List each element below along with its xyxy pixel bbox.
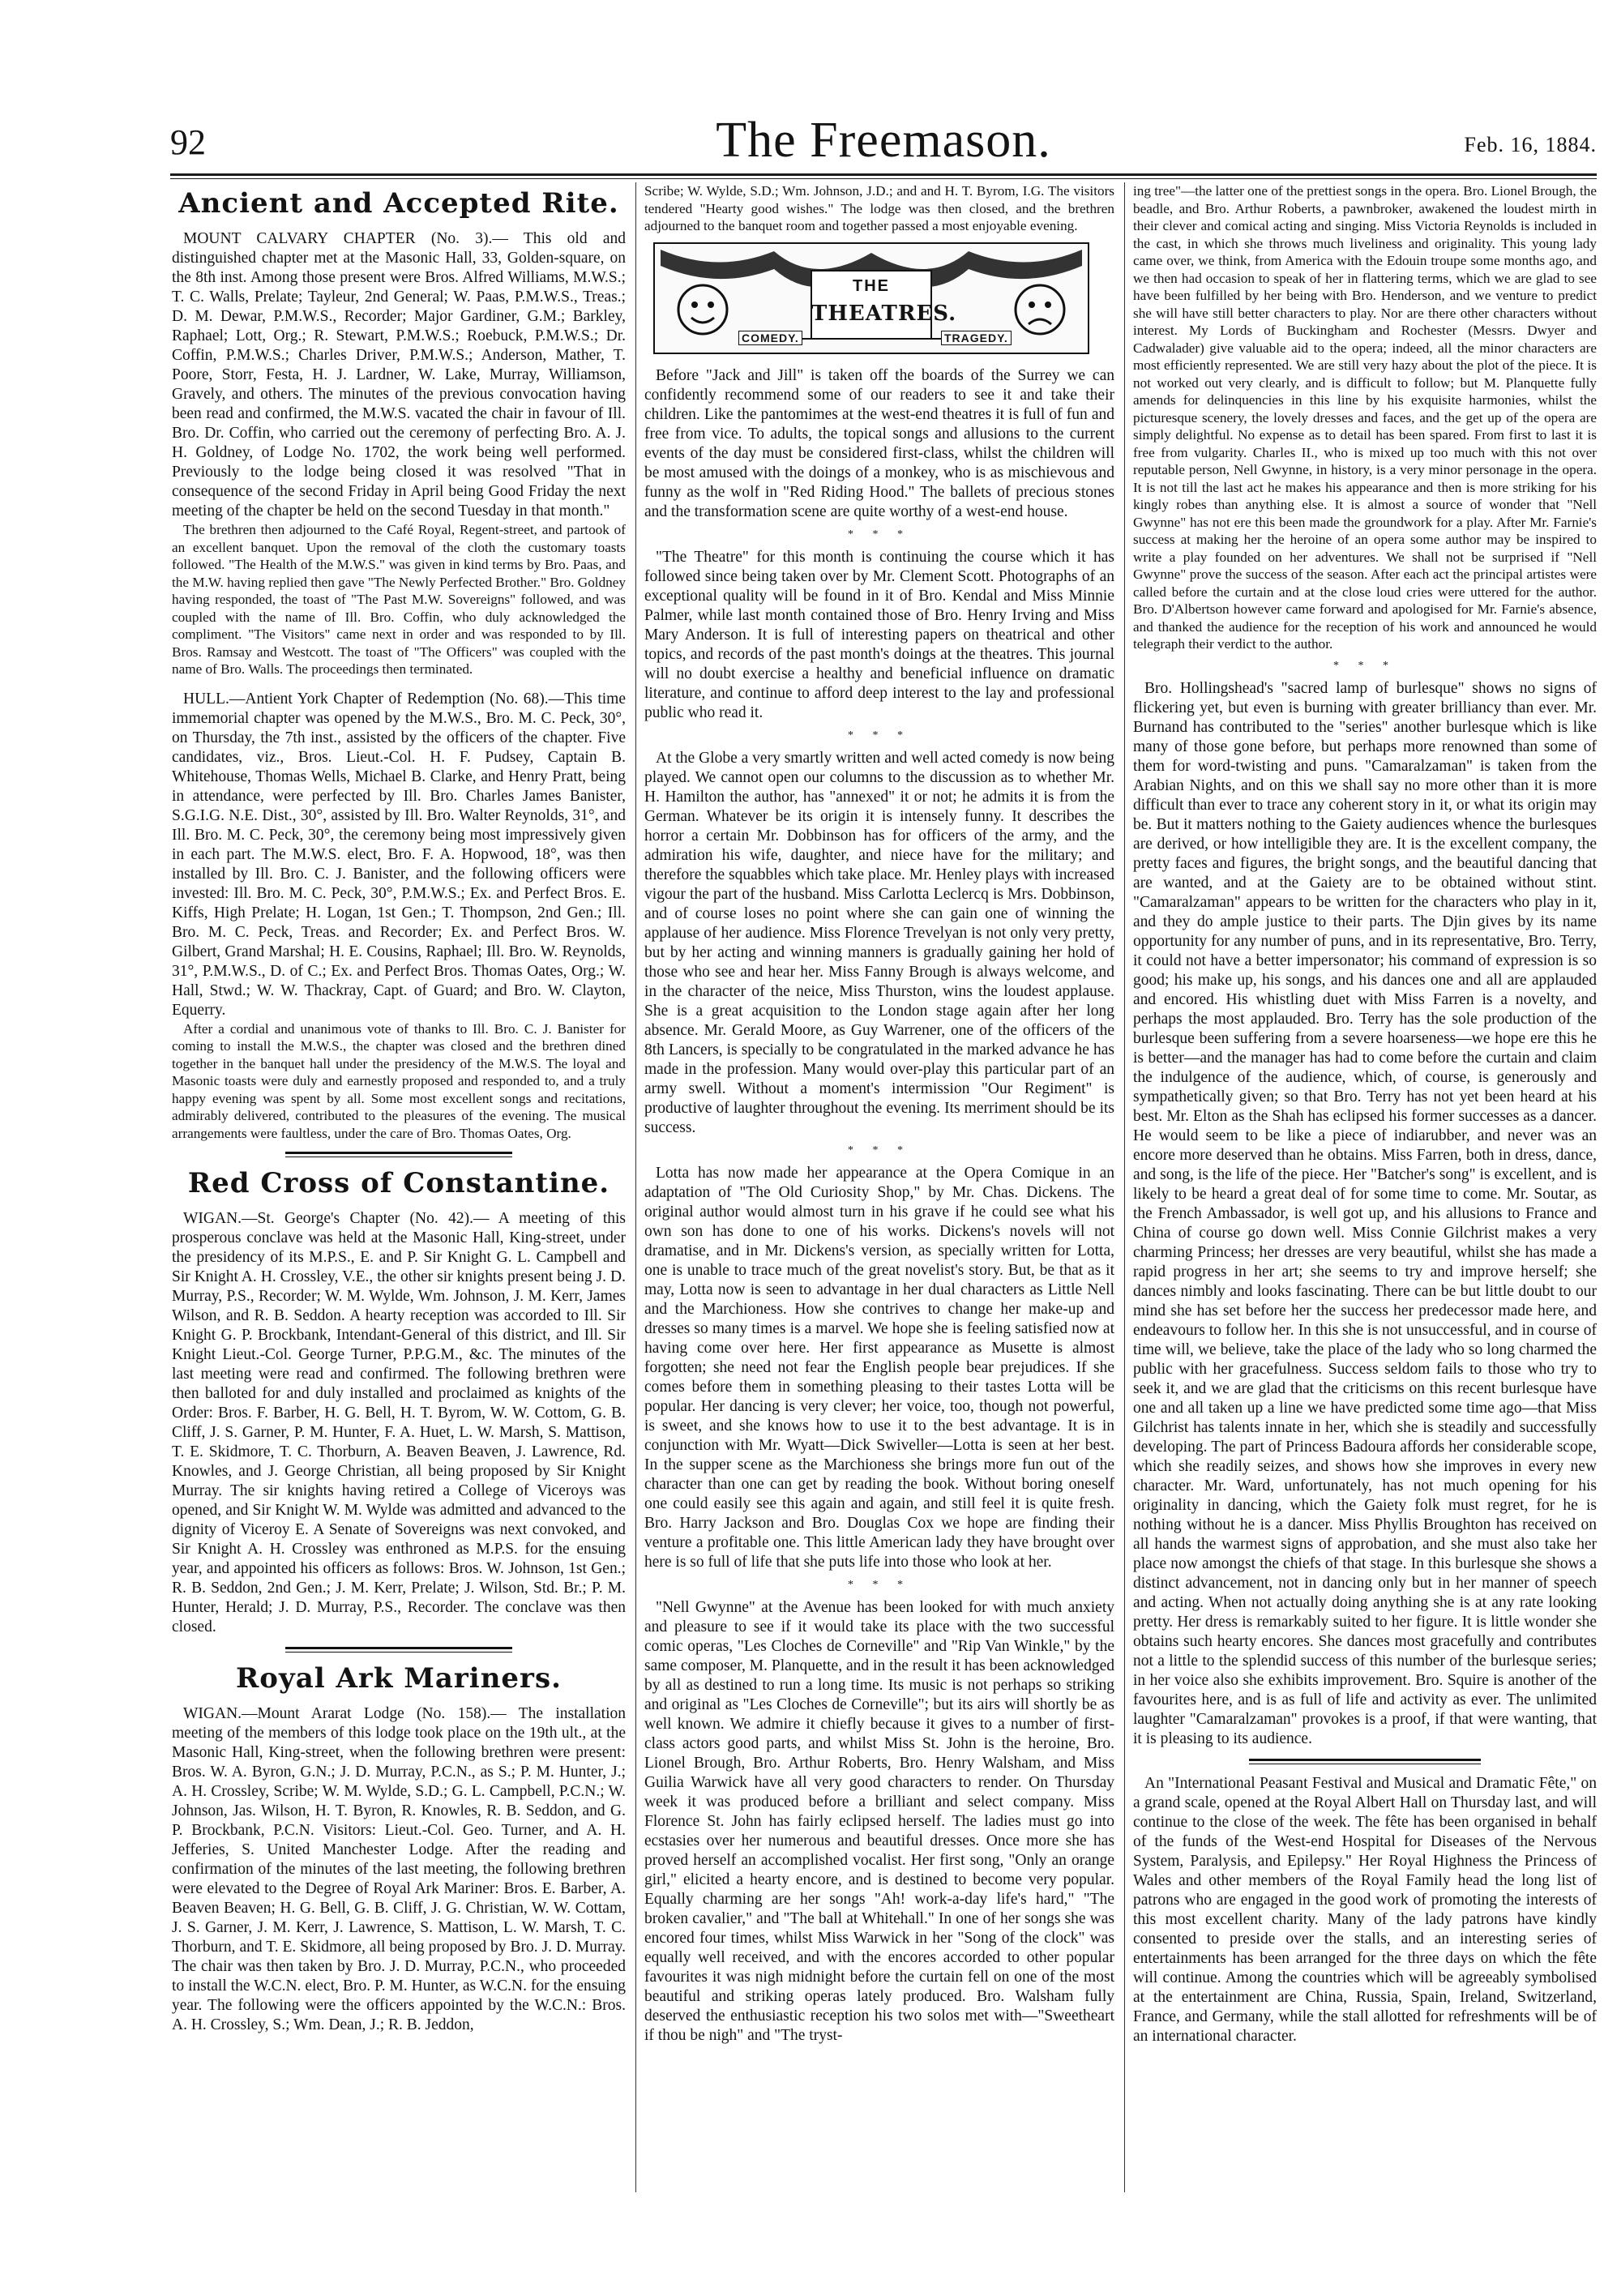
theatres-banner — [652, 242, 1106, 355]
section-rule — [285, 1647, 512, 1653]
article-continuation: Scribe; W. Wylde, S.D.; Wm. Johnson, J.D.; and and H. T. Byrom, I.G. The visitors tendered "Hearty good wishes." The lodge was then closed, and the brethren adjourned to the banquet room and together passed a most enjoyable evening. — [644, 183, 1114, 233]
article-mount-calvary-banquet: The brethren then adjourned to the Café Royal, Regent-street, and partook of an excellent banquet. Upon the removal of the cloth the customary toasts followed. "The Health of the M.W.S." was given in kind terms by Bro. Paas, and the M.W. having replied then gave "The Newly Perfected Brother." Bro. Goldney having responded, the toast of "The Past M.W. Sovereigns" followed, and was coupled with the name of Ill. Bro. Coffin, who duly acknowledged the compliment. "The Visitors" came next in order and was responded to by Ill. Bros. Ramsay and Westcott. The toast of "The Officers" was coupled with the name of Bro. Walls. The proceedings then terminated. — [172, 522, 626, 677]
article-gaiety-burlesque: Bro. Hollingshead's "sacred lamp of burlesque" shows no signs of flickering yet, but even is burning with greater brilliancy than ever. Mr. Burnand has contributed to the "series" another burlesque which is like many of those gone before, but perhaps more renowned than some of them for word-twisting and puns. "Camaralzaman" is taken from the Arabian Nights, and on this we shall say no more other than it is more difficult than ever to trace any coherent story in it, or what its origin may be. But it matters nothing to the Gaiety audiences whence the burlesques are derived, or how intelligible they are. It is the excellent company, the pretty faces and figures, the bright songs, and the beautiful dancing that are wanted, and at the Gaiety are to be obtained without stint. "Camaralzaman" appears to be written for the characters who play in it, and they do ample justice to their parts. The Djin gives by its name opportunity for any number of puns, and in its representative, Bro. Terry, it could not have a better impersonator; his command of expression is so good; his make up, his songs, and his dances one and all are applauded and encored. His whistling duet with Miss Farren is a novelty, and perhaps the most applauded. Bro. Terry has the sole production of the burlesque been suffering from a severe hoarseness—we hope ere this he is better—and the manager has had to come before the curtain and claim the indulgence of the audience, which, of course, is generously and sympathetically given; so that Bro. Terry has not yet been heard at his best. Mr. Elton as the Shah has eclipsed his former successes as a dancer. He would seem to be like a piece of indiarubber, and never was an encore more deserved than he obtains. Miss Farren, both in dress, dance, and song, is the life of the piece. Her "Batcher's song" is excellent, and is likely to be heard a great deal of for some time to come. Mr. Soutar, as the French Ambassador, is well got up, and his allusions to France and China of course go down well. Miss Connie Gilchrist makes a very charming Princess; her dresses are very beautiful, whilst she has made a rapid progress in her art; she seems to try and improve herself; she dances nimbly and looks fascinating. There can be but little doubt to our mind she has set before her the success her predecessor made here, and endeavours to follow her. In this she is not unsuccessful, and in course of time will, we believe, take the place of the lady who so long charmed the public with her gracefulness. Success seldom fails to those who try to seek it, and we are glad that the criticisms on this recent burlesque have one and all taken up a line we have predicted some time ago—that Miss Gilchrist has talents innate in her, which she is steadily and successfully developing. The part of Princess Badoura affords her considerable scope, which she readily seizes, and shows how she improves in every new character. Mr. Ward, unfortunately, has not much opening for his originality in dancing, which the Gaiety folk must regret, for he is nothing without he is a dancer. Miss Phyllis Broughton has received on all hands the warmest signs of approbation, and she must also take her place now amongst the chiefs of that stage. In this burlesque she shows a distinct advancement, not in dancing only but in her manner of speech and acting. When not actually doing anything she is at any rate looking pretty. Her dress is remarkably suited to her figure. It is little wonder she obtains such hearty encores. She dances most gracefully and contributes not a little to the splendid success of this number of the burlesque series; in her voice also she exhibits improvement. Bro. Squire is another of the favourites here, and is as full of life and activity as ever. The unlimited laughter "Camaralzaman" provokes is a proof, if that were wanting, that it is pleasing to its audience. — [1133, 679, 1597, 1747]
section-stars: * * * — [848, 1578, 911, 1591]
banner-comedy: COMEDY. — [738, 331, 802, 345]
section-stars: * * * — [848, 528, 911, 541]
article-mount-calvary: MOUNT CALVARY CHAPTER (No. 3).— This old and distinguished chapter met at the Masonic Hall, 33, Golden-square, on the 8th inst. Among those present were Bros. Alfred Williams, M.W.S.; T. C. Walls, Prelate; Tayleur, 2nd General; W. Paas, P.M.W.S., Treas.; D. M. Dewar, P.M.W.S., Recorder; Major Gardiner, G.M.; Barkley, Raphael; Lott, Org.; R. Stewart, P.M.W.S.; Roebuck, P.M.W.S.; Dr. Coffin, P.M.W.S.; Charles Driver, P.M.W.S.; Anderson, Mather, T. Poore, Storr, Festa, H. J. Lardner, W. Lake, Murray, Williamson, Gravely, and others. The minutes of the previous convocation having been read and confirmed, the M.W.S. vacated the chair in favour of Ill. Bro. Dr. Coffin, who carried out the ceremony of perfecting Bro. A. J. H. Goldney, of Lodge No. 1702, the work being well performed. Previously to the lodge being closed it was resolved "That in consequence of the second Friday in April being Good Friday the next meeting of the chapter be held on the second Tuesday in that month." — [172, 230, 626, 519]
section-title-royal-ark: Royal Ark Mariners. — [236, 1662, 562, 1695]
article-peasant-festival: An "International Peasant Festival and Musical and Dramatic Fête," on a grand scale, opened at the Royal Albert Hall on Thursday last, and will continue to the close of the week. The fête has been organised in behalf of the funds of the West-end Hospital for Diseases of the Nervous System, Paralysis, and Epilepsy." Her Royal Highness the Princess of Wales and other members of the Royal Family head the long list of patrons who are engaged in the good work of promoting the interests of this most excellent charity. Many of the lady patrons have kindly consented to preside over the stalls, and an interesting series of entertainments has been arranged for the three days on which the fête will continue. Among the countries which will be agreeably symbolised at the entertainment are China, Russia, Spain, Ireland, Switzerland, France, and Germany, while the stall allotted for refreshments will be of an international character. — [1133, 1774, 1597, 2045]
article-nell-gwynne: "Nell Gwynne" at the Avenue has been looked for with much anxiety and pleasure to see if it would take its place with the two successful comic operas, "Les Cloches de Corneville" and "Rip Van Winkle," by the same composer, M. Planquette, and in the result it has been acknowledged by all as destined to run a long time. Its music is not perhaps so striking and original as "Les Cloches de Corneville"; but its airs will shortly be as well known. We admire it chiefly because it gives to a number of first-class actors good parts, and whilst Miss St. John is the heroine, Bro. Lionel Brough, Bro. Arthur Roberts, Bro. Henry Walsham, and Miss Guilia Warwick have all very good characters to render. On Thursday week it was produced before a brilliant and select company. Miss Florence St. John has fairly eclipsed herself. The ladies must go into ecstasies over her numerous and beautiful dresses. Once more she has proved herself an accomplished vocalist. Her first song, "Only an orange girl," elicited a hearty encore, and is destined to become very popular. Equally charming are her songs "Ah! work-a-day life's hard," "The broken cavalier," and "The ball at Whitehall." In one of her songs she was encored four times, whilst Miss Warwick in her "Song of the clock" was equally well received, and with the encores accorded to other popular favourites it was nigh midnight before the curtain fell on one of the most beautiful and striking operas lately produced. Bro. Walsham fully deserved the enthusiastic reception his two solos met with—"Sweetheart if thou be nigh" and "The tryst- — [644, 1598, 1114, 2044]
banner-theatres: THEATRES. — [811, 301, 957, 326]
column-divider — [635, 182, 636, 2192]
theatres-banner-art — [652, 242, 1090, 355]
column-2 — [644, 182, 1114, 2200]
column-3 — [1133, 182, 1597, 2200]
banner-tragedy: TRAGEDY. — [941, 331, 1012, 345]
section-stars: * * * — [848, 1144, 911, 1157]
article-hull-banquet: After a cordial and unanimous vote of thanks to Ill. Bro. C. J. Banister for coming to install the M.W.S., the chapter was closed and the brethren dined together in the banquet hall under the presidency of the M.W.S. The loyal and Masonic toasts were duly and earnestly proposed and responded to, and a truly happy evening was spent by all. Some most excellent songs and recitations, admirably delivered, contributed to the pleasures of the evening. The musical arrangements were faultless, under the care of Bro. Thomas Oates, Org. — [172, 1020, 626, 1141]
masthead — [170, 112, 1597, 173]
article-wigan-st-georges: WIGAN.—St. George's Chapter (No. 42).— A meeting of this prosperous conclave was held at the Masonic Hall, King-street, under the presidency of its M.P.S., E. and P. Sir Knight G. L. Campbell and Sir Knight A. H. Crossley, V.E., the other sir knights present being J. D. Murray, P.S., Recorder; W. M. Wylde, Wm. Johnson, J. M. Kerr, James Wilson, and R. B. Seddon. A hearty reception was accorded to Ill. Sir Knight G. P. Brockbank, Intendant-General of this district, and Ill. Sir Knight Lieut.-Col. George Turner, P.P.G.M., &c. The minutes of the last meeting were read and confirmed. The following brethren were then balloted for and duly installed and proclaimed as knights of the Order: Bros. F. Barber, H. G. Bell, H. T. Byrom, W. W. Cottom, G. B. Cliff, J. S. Garner, P. M. Hunter, F. A. Huet, L. W. Marsh, S. Mattison, T. E. Skidmore, T. C. Thorburn, A. Beaven Beaven, J. Lawrence, Rd. Knowles, and J. George Christian, all being proposed by Sir Knight Murray. The sir knights having retired a College of Viceroys was opened, and Sir Knight W. M. Wylde was admitted and advanced to the dignity of Viceroy E. A Senate of Sovereigns was next convoked, and Sir Knight A. H. Crossley was enthroned as M.P.S. for the ensuing year, and appointed his officers as follows: Bros. W. Johnson, 1st Gen.; R. B. Seddon, 2nd Gen.; J. M. Kerr, Prelate; J. Wilson, Std. Br.; P. M. Hunter, Herald; J. D. Murray, P.S., Recorder. The conclave was then closed. — [172, 1210, 626, 1635]
section-stars: * * * — [848, 729, 911, 742]
article-globe: At the Globe a very smartly written and well acted comedy is now being played. We cannot open our columns to the discussion as to whether Mr. H. Hamilton the author, has "annexed" it or not; he admits it is from the German. Whatever be its origin it is intensely funny. It describes the horror a certain Mr. Dobbinson has for officers of the army, and the admiration his wife, daughter, and niece have for the military; and therefore the squabbles which take place. Mr. Henley plays with increased vigour the part of the husband. Miss Carlotta Leclercq is Mrs. Dobbinson, and of course loses no point where she can gain one of winning the applause of her audience. Miss Florence Trevelyan is not only very pretty, but by her acting and winning manners is gradually gaining her hold of those who see and hear her. Miss Fanny Brough is always welcome, and in the character of the neice, Miss Thurston, wins the loudest applause. She is a great acquisition to the London stage again after her long absence. Mr. Gerald Moore, as Guy Warrener, one of the officers of the 8th Lancers, is specially to be congratulated in the marked advance he has made in the profession. Many would over-play this particular part of an army swell. Without a moment's intermission "Our Regiment" is productive of laughter throughout the evening. Its merriment should be its success. — [644, 749, 1114, 1136]
page-number: 92 — [170, 122, 206, 162]
section-stars: * * * — [1333, 659, 1397, 672]
section-title-ancient-rite: Ancient and Accepted Rite. — [178, 187, 619, 220]
issue-date: Feb. 16, 1884. — [1464, 133, 1597, 156]
article-wigan-mount-ararat: WIGAN.—Mount Ararat Lodge (No. 158).— The installation meeting of the members of this lodge took place on the 19th ult., at the Masonic Hall, King-street, when the following brethren were present: Bros. W. A. Byron, G.N.; J. D. Murray, P.C.N., as S.; P. M. Hunter, J.; A. H. Crossley, Scribe; W. M. Wylde, S.D.; G. L. Campbell, P.C.N.; W. Johnson, Jas. Wilson, H. T. Byron, R. Knowles, R. B. Seddon, and G. P. Brockbank, P.C.N. Visitors: Lieut.-Col. Geo. Turner, and A. H. Jefferies, S. United Manchester Lodge. After the reading and confirmation of the minutes of the last meeting, the following brethren were elevated to the Degree of Royal Ark Mariner: Bros. E. Barber, A. Beaven Beaven; H. G. Bell, G. B. Cliff, J. G. Christian, W. W. Cottam, J. S. Garner, J. M. Kerr, J. Lawrence, S. Mattison, L. W. Marsh, T. C. Thorburn, and T. E. Skidmore, all being proposed by Bro. J. D. Murray. The chair was then taken by Bro. J. D. Murray, P.C.N., who proceeded to install the W.C.N. elect, Bro. P. M. Hunter, as W.C.N. for the ensuing year. The following were the officers appointed by the W.C.N.: Bros. A. H. Crossley, S.; Wm. Dean, J.; R. B. Jeddon, — [172, 1705, 626, 2033]
column-divider — [1124, 182, 1125, 2192]
article-jack-and-jill: Before "Jack and Jill" is taken off the boards of the Surrey we can confidently recommend some of our readers to see it and take their children. Like the pantomimes at the west-end theatres it is full of fun and free from vice. To adults, the topical songs and allusions to the current events of the day must be considered first-class, whilst the children will be most amused with the doings of a monkey, who is as mischievous and funny as the wolf in "Red Riding Hood." The ballets of precious stones and the transformation scene are quite worthy of a west-end house. — [644, 366, 1114, 520]
section-rule — [1249, 1759, 1481, 1764]
article-lotta: Lotta has now made her appearance at the Opera Comique in an adaptation of "The Old Curiosity Shop," by Mr. Chas. Dickens. The original author would almost turn in his grave if he could see what his own son has done to one of his works. Dickens's novels will not dramatise, and in Mr. Dickens's version, as specially written for Lotta, one is unable to trace much of the great novelist's story. But, be that as it may, Lotta now is seen to advantage in her dual characters as Little Nell and the Marchioness. How she contrives to change her make-up and dresses so many times is a marvel. We hope she is feeling satisfied now at having come over here. Her first appearance as Musette is almost forgotten; she need not fear the English people bear prejudices. If she comes before them in something pleasing to their tastes Lotta will be popular. Her dancing is very clever; her voice, too, though not powerful, is sweet, and she knows how to use it to the best advantage. It is in conjunction with Mr. Wyatt—Dick Swiveller—Lotta is seen at her best. In the supper scene as the Marchioness she brings more fun out of the character than one can get by reading the book. Without boring oneself one could easily see this again and again, and still feel it is quite fresh. Bro. Harry Jackson and Bro. Douglas Cox we hope are finding their venture a profitable one. This little American lady they have brought over here is so full of life that she puts life into those who look at her. — [644, 1164, 1114, 1571]
article-nell-gwynne-continued: ing tree"—the latter one of the prettiest songs in the opera. Bro. Lionel Brough, the beadle, and Bro. Arthur Roberts, a pawnbroker, awakened the loudest mirth in their clever and comical acting and singing. Miss Victoria Reynolds is included in the cast, in which she throws much liveliness and originality. This young lady came over, we think, from America with the Edouin troupe some months ago, and we then had occasion to speak of her in flattering terms, which we are glad to see have been fulfilled by her being with Bro. Henderson, and we venture to predict she will have still better characters to play. Nor are there other characters without interest. My Lords of Buckingham and Rochester (Messrs. Dwyer and Cadwalader) give valuable aid to the opera; indeed, all the minor characters are most efficiently represented. We are still very hazy about the plot of the piece. It is not worked out very clearly, and is difficult to follow; but M. Planquette fully amends for delinquencies in this line by his exquisite harmonies, whilst the picturesque scenery, the lovely dresses and faces, and the get up of the opera are simply delightful. No expense as to detail has been spared. From first to last it is free from vulgarity. Charles II., who is mixed up too much with this not over reputable person, Nell Gwynne, in history, is a very minor personage in the opera. It is not till the last act he makes his appearance and then is more striking for his kingly robes than anything else. It is almost a source of wonder that "Nell Gwynne" has not ere this been made the groundwork for a play. After Mr. Farnie's success at making her the heroine of an opera some author may be inspired to write a play founded on her adventures. We shall not be surprised if "Nell Gwynne" prove the success of the season. After each act the principal artistes were called before the curtain and at the close loud cries were uttered for the author. Bro. D'Albertson however came forward and apologised for Mr. Farnie's absence, and thanked the audience for the reception of his work and announced he would telegraph their verdict to the author. — [1133, 183, 1597, 652]
banner-the: THE — [853, 276, 890, 295]
column-1 — [172, 182, 626, 2200]
section-title-red-cross: Red Cross of Constantine. — [187, 1167, 610, 1199]
section-rule — [285, 1152, 512, 1157]
article-the-theatre: "The Theatre" for this month is continuing the course which it has followed since being taken over by Mr. Clement Scott. Photographs of an exceptional quality will be found in it of Bro. Kendal and Miss Minnie Palmer, while last month contained those of Bro. Henry Irving and Miss Mary Anderson. It is full of interesting papers on theatrical and other topics, and records of the past month's doings at the theatres. This journal will no doubt exercise a healthy and beneficial influence on dramatic literature, and continue to afford deep interest to the lay and professional public who read it. — [644, 548, 1114, 721]
newspaper-title: The Freemason. — [716, 113, 1051, 168]
masthead-rule — [170, 173, 1597, 179]
article-hull: HULL.—Antient York Chapter of Redemption (No. 68).—This time immemorial chapter was opened by the M.W.S., Bro. M. C. Peck, 30°, on Thursday, the 7th inst., assisted by the officers of the chapter. Five candidates, viz., Bros. Lieut.-Col. H. F. Pudsey, Captain B. Whitehouse, Thomas Wells, Michael B. Clarke, and Henry Pratt, being in attendance, were perfected by Ill. Bro. Charles James Banister, S.G.I.G. N.E. Dist., 30°, assisted by Ill. Bro. Walter Reynolds, 31°, and Ill. Bro. M. C. Peck, 30°, the ceremony being most impressively given in each part. The M.W.S. elect, Bro. F. A. Hopwood, 18°, was then installed by Ill. Bro. C. J. Banister, and the following officers were invested: Ill. Bro. M. C. Peck, 30°, P.M.W.S.; Ex. and Perfect Bros. E. Kiffs, High Prelate; H. Logan, 1st Gen.; T. Thompson, 2nd Gen.; Ill. Bro. M. C. Peck, Treas. and Recorder; Ex. and Perfect Bros. W. Gilbert, Grand Marshal; H. E. Cousins, Raphael; Ill. Bro. W. Reynolds, 31°, P.M.W.S., D. of C.; Ex. and Perfect Bros. Thomas Oates, Org.; W. Hall, Stwd.; W. W. Thackray, Capt. of Guard; and Bro. W. Clayton, Equerry. — [172, 690, 626, 1019]
